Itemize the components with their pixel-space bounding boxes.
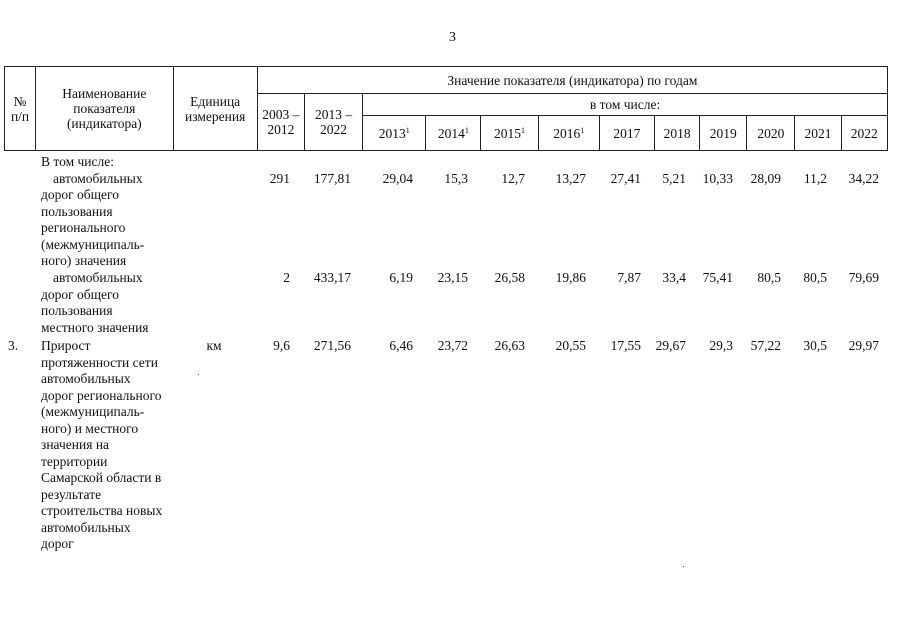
year-2018: 2018	[655, 116, 700, 151]
row-1-value-2: 177,81	[313, 171, 351, 186]
year-2015: 2015$^1$	[481, 116, 538, 151]
row-1-value-6: 13,27	[555, 171, 586, 186]
row-3-value-7: 17,55	[610, 338, 641, 353]
scan-speck	[683, 566, 684, 567]
row-2-value-6: 19,86	[555, 270, 586, 285]
row-3-value-4: 23,72	[437, 338, 468, 353]
row-3-value-8: 29,67	[655, 338, 686, 353]
col-number-header: № п/п	[5, 67, 36, 151]
year-2020: 2020	[747, 116, 795, 151]
row-3-value-10: 57,22	[750, 338, 781, 353]
row-2-value-12: 79,69	[848, 270, 879, 285]
row-2-value-8: 33,4	[662, 270, 686, 285]
row-1-value-5: 12,7	[501, 171, 525, 186]
row-3-value-11: 30,5	[803, 338, 827, 353]
col-incl-header: в том числе:	[363, 94, 888, 116]
year-2022: 2022	[841, 116, 887, 151]
scan-speck	[198, 374, 199, 375]
col-name-header: Наименование показателя (индикатора)	[36, 67, 173, 151]
row-2-value-10: 80,5	[757, 270, 781, 285]
row-2-value-1: 2	[283, 270, 290, 285]
row-2-value-5: 26,58	[494, 270, 525, 285]
row-1-value-9: 10,33	[702, 171, 733, 186]
row-1-value-4: 15,3	[444, 171, 468, 186]
row-2-value-3: 6,19	[389, 270, 413, 285]
row-3-name: Прирост протяженности сети автомобильных дорог регионального (межмуниципаль- ного) и местного значения на территории Самарской области в результате строительства новых автомобильных дорог	[41, 338, 163, 551]
row-1-value-11: 11,2	[803, 171, 827, 186]
row-3-value-12: 29,97	[848, 338, 879, 353]
col-unit-header: Единица измерения	[173, 67, 257, 151]
row-1-value-7: 27,41	[610, 171, 641, 186]
row-2-value-2: 433,17	[313, 270, 351, 285]
row-3-number: 3.	[8, 338, 19, 353]
row-2-value-7: 7,87	[617, 270, 641, 285]
year-2019: 2019	[700, 116, 747, 151]
indicator-table-header	[4, 66, 888, 151]
row-3-value-2: 271,56	[313, 338, 351, 353]
row-1-value-10: 28,09	[750, 171, 781, 186]
row-3-value-3: 6,46	[389, 338, 413, 353]
col-period-2013-2022: 2013 – 2022	[304, 94, 362, 151]
row-2-value-11: 80,5	[803, 270, 827, 285]
year-2014: 2014$^1$	[426, 116, 481, 151]
row-2-name: автомобильных дорог общего пользования местного значения	[41, 270, 149, 335]
col-period-2003-2012: 2003 – 2012	[257, 94, 304, 151]
year-2013: 2013$^1$	[363, 116, 426, 151]
row-3-value-9: 29,3	[709, 338, 733, 353]
row-1-value-12: 34,22	[848, 171, 879, 186]
year-2016: 2016$^1$	[538, 116, 599, 151]
row-1-value-8: 5,21	[662, 171, 686, 186]
year-2017: 2017	[599, 116, 654, 151]
row-3-value-6: 20,55	[555, 338, 586, 353]
row-3-value-5: 26,63	[494, 338, 525, 353]
row-1-name: В том числе: автомобильных дорог общего пользования регионального (межмуниципаль- ного) значения	[41, 154, 145, 268]
row-1-value-3: 29,04	[382, 171, 413, 186]
row-3-unit: км	[206, 338, 222, 353]
year-2021: 2021	[795, 116, 841, 151]
col-values-header: Значение показателя (индикатора) по годам	[257, 67, 887, 94]
page-number: 3	[449, 30, 456, 45]
row-2-value-4: 23,15	[437, 270, 468, 285]
row-2-value-9: 75,41	[702, 270, 733, 285]
row-3-value-1: 9,6	[273, 338, 290, 353]
row-1-value-1: 291	[269, 171, 290, 186]
